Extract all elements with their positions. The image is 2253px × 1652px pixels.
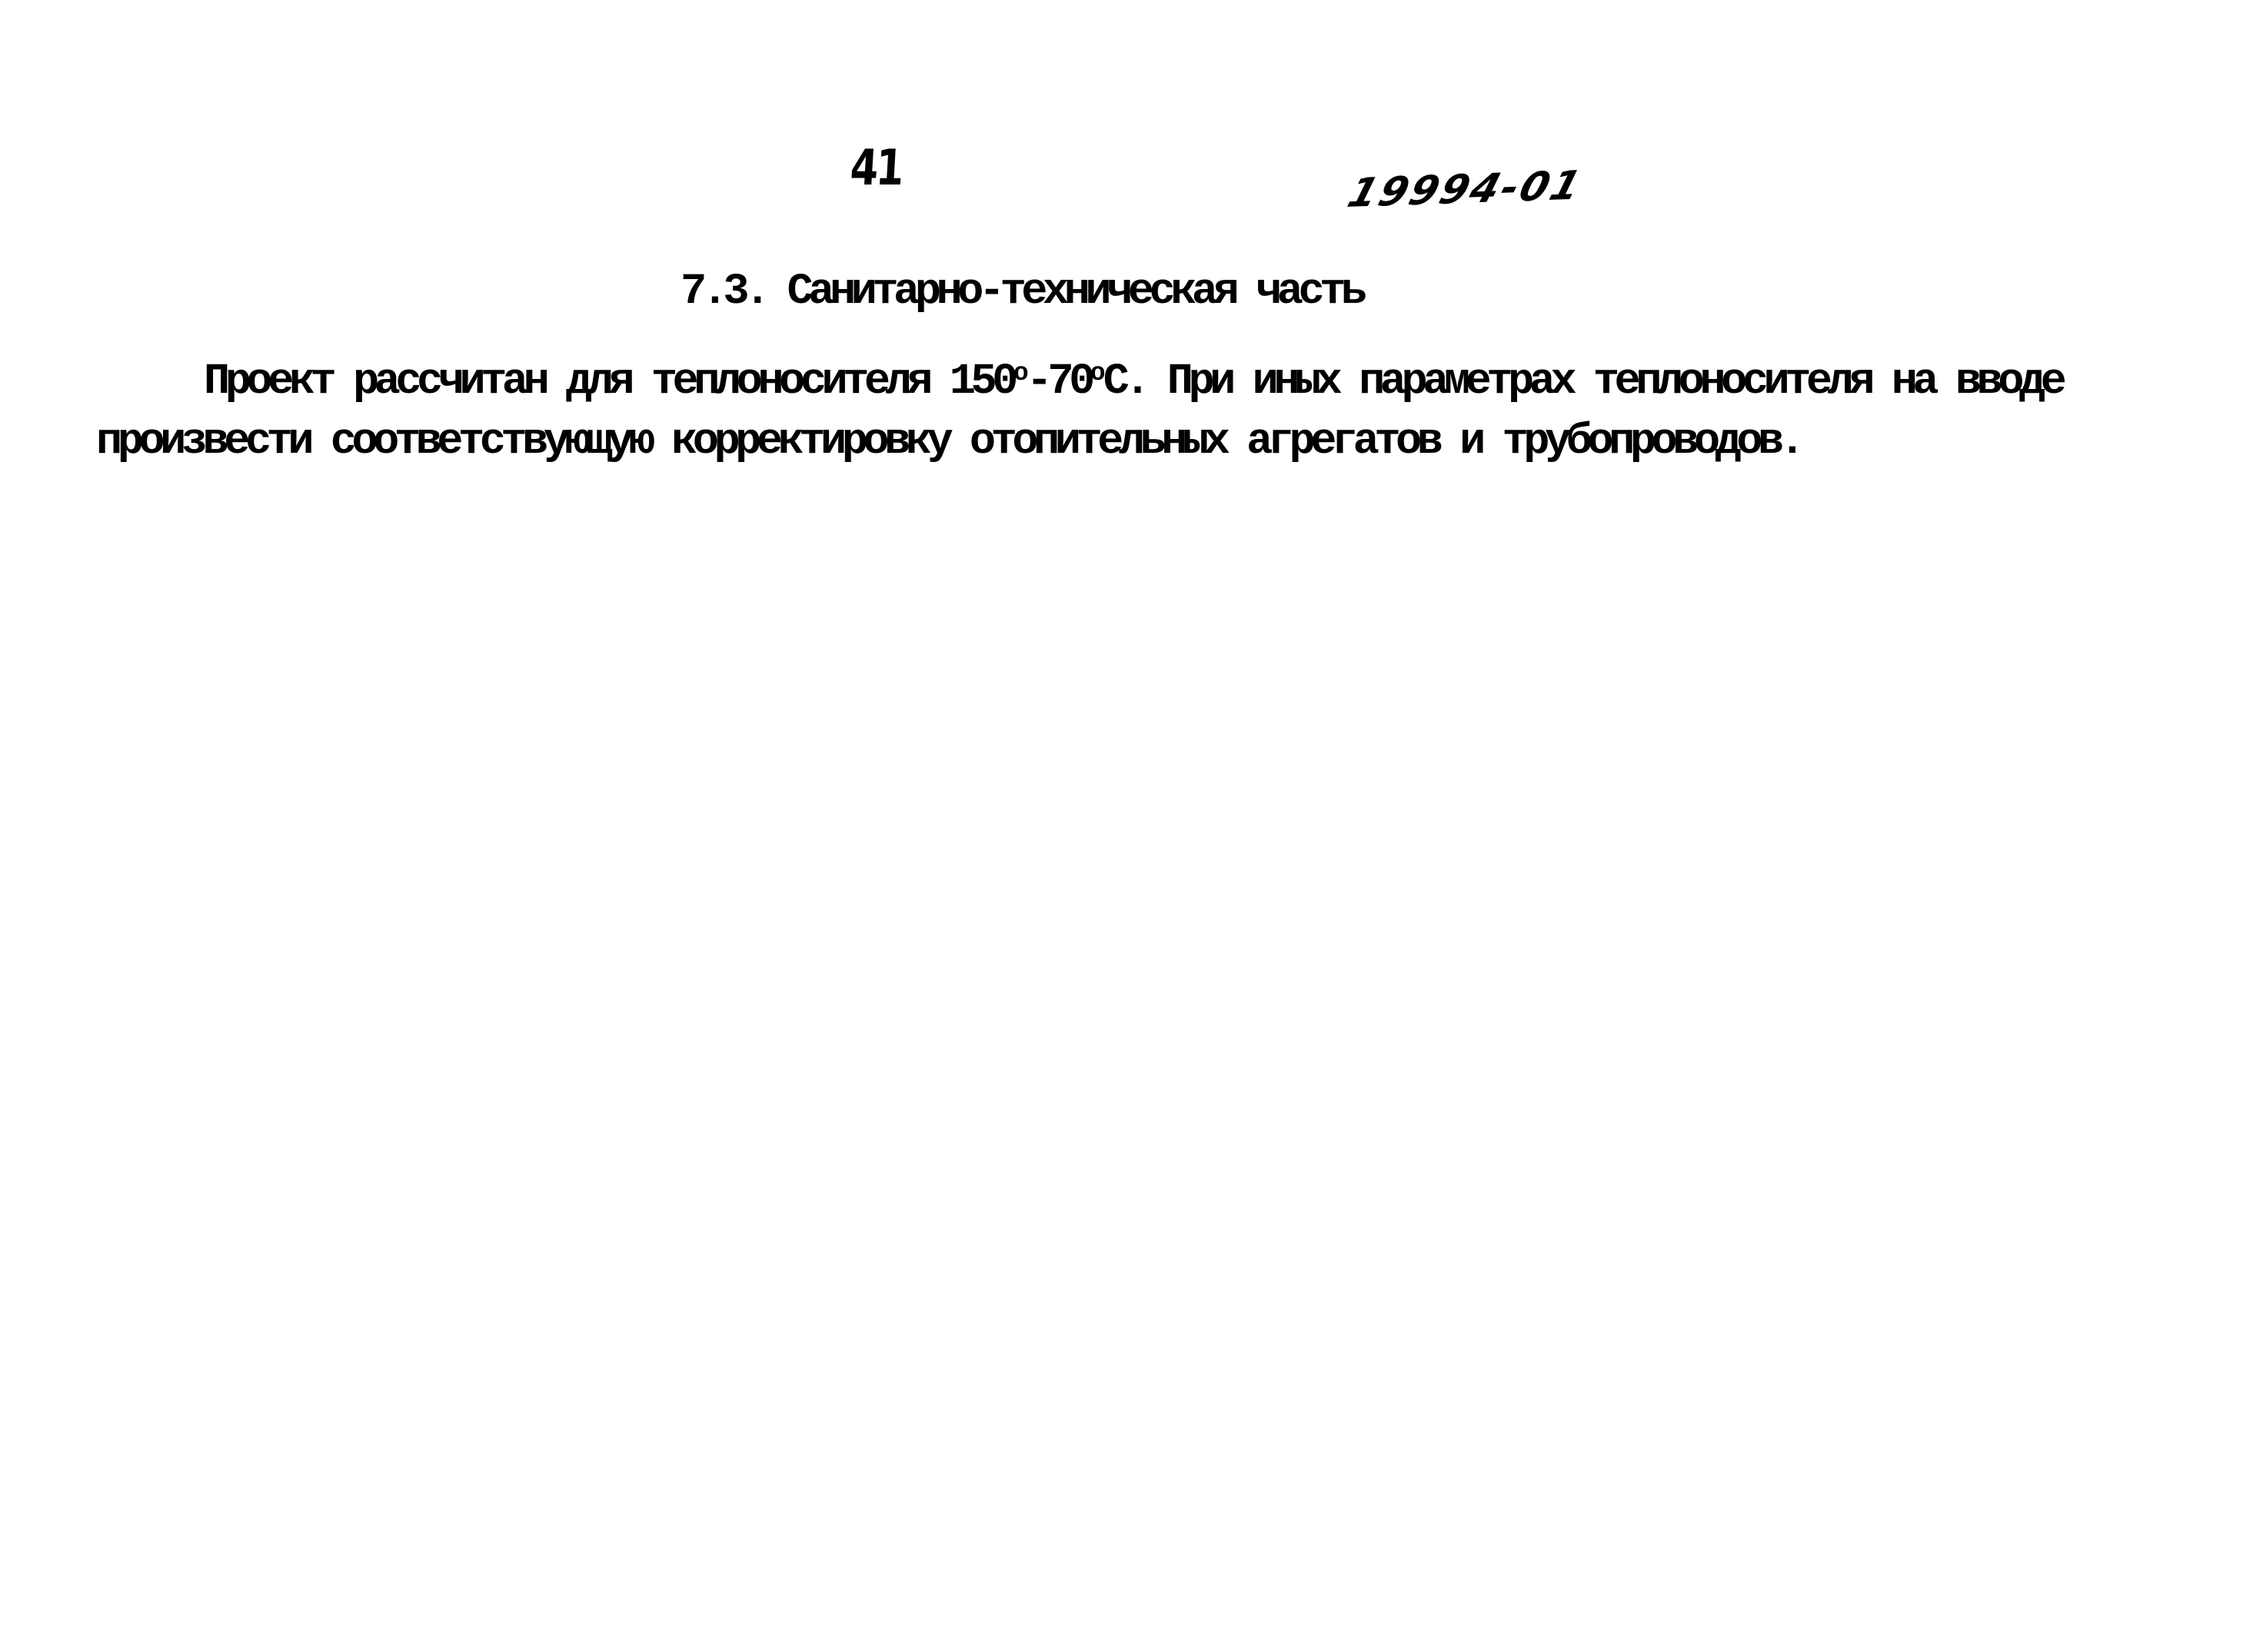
handwritten-page-number: 41: [848, 140, 904, 197]
paragraph-text-part2: -70: [1026, 357, 1090, 407]
paragraph-text-part1: Проект рассчитан для теплоносителя 150: [204, 357, 1013, 407]
paragraph-text-part3: С. При иных параметрах теплоносителя на вводе произвести соответствующую корректировку отопительных агрегатов и трубопроводов.: [96, 357, 2062, 467]
degree-superscript: о: [1013, 358, 1027, 388]
handwritten-doc-code: 19994-01: [1343, 162, 1589, 217]
degree-superscript: о: [1090, 358, 1103, 388]
section-heading: 7.3. Санитарно-техническая часть: [681, 268, 1363, 317]
body-paragraph: [96, 352, 2095, 472]
